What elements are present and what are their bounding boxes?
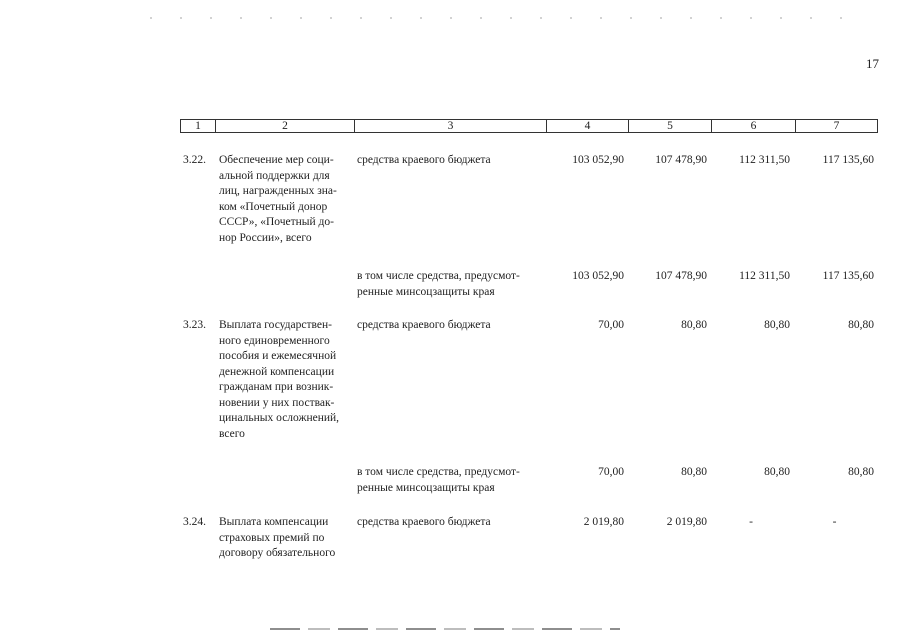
source-line: в том числе средства, предусмот-	[357, 270, 520, 282]
source-line: ренные минсоцзащиты края	[357, 481, 495, 494]
value-col-6: 112 311,50	[739, 270, 790, 282]
value-col-4: 2 019,80	[583, 516, 624, 528]
name-line: ного единовременного	[219, 334, 330, 347]
header-col-7: 7	[833, 120, 840, 132]
value-col-5: 107 478,90	[655, 270, 707, 282]
name-line: ком «Почетный донор	[219, 200, 328, 213]
name-line: Выплата государствен-	[219, 319, 332, 331]
name-line: Обеспечение мер соци-	[219, 154, 334, 166]
name-line: договору обязательного	[219, 547, 336, 559]
name-line: лиц, награжденных зна-	[219, 185, 337, 197]
scan-noise-top	[150, 17, 850, 19]
source-line: в том числе средства, предусмот-	[357, 466, 520, 478]
name-line: пособия и ежемесячной	[219, 350, 337, 362]
page-number: 17	[866, 56, 879, 71]
value-col-7: -	[832, 516, 837, 528]
name-line: СССР», «Почетный до-	[219, 216, 334, 228]
value-col-7: 117 135,60	[822, 154, 874, 166]
value-col-7: 80,80	[848, 466, 874, 478]
row-number: 3.22.	[183, 154, 206, 166]
header-col-1: 1	[181, 120, 216, 132]
value-col-6: 80,80	[764, 466, 790, 478]
value-col-6: 80,80	[764, 319, 790, 331]
row-name	[219, 515, 350, 562]
value-col-7: 117 135,60	[822, 270, 874, 282]
row-name	[219, 318, 350, 442]
header-col-2: 2	[216, 120, 355, 132]
header-col-6: 6	[712, 120, 796, 132]
header-col-5: 5	[629, 120, 712, 132]
name-line: цинальных осложнений,	[219, 412, 340, 424]
name-line: новении у них поствак-	[219, 396, 335, 409]
funding-source: средства краевого бюджета	[357, 319, 491, 331]
row-number: 3.24.	[183, 516, 206, 528]
value-col-4: 70,00	[598, 466, 624, 478]
name-line: Выплата компенсации	[219, 516, 329, 528]
scan-noise-bottom	[270, 628, 620, 630]
value-col-4: 103 052,90	[572, 154, 624, 166]
value-col-7: 80,80	[848, 319, 874, 331]
table-header-row	[180, 119, 878, 133]
name-line: денежной компенсации	[219, 365, 335, 378]
source-line: ренные минсоцзащиты края	[357, 285, 495, 298]
funding-source-sub	[357, 465, 543, 496]
row-number: 3.23.	[183, 319, 206, 331]
name-line: гражданам при возник-	[219, 381, 334, 393]
name-line: всего	[219, 427, 245, 440]
value-col-5: 107 478,90	[655, 154, 707, 166]
name-line: альной поддержки для	[219, 169, 330, 182]
funding-source: средства краевого бюджета	[357, 516, 491, 528]
value-col-6: 112 311,50	[739, 154, 790, 166]
value-col-5: 80,80	[681, 466, 707, 478]
funding-source-sub	[357, 269, 543, 300]
name-line: нор России», всего	[219, 231, 312, 244]
value-col-4: 103 052,90	[572, 270, 624, 282]
header-col-4: 4	[547, 120, 629, 132]
header-col-3: 3	[355, 120, 547, 132]
row-name	[219, 153, 350, 246]
value-col-6: -	[749, 516, 753, 528]
name-line: страховых премий по	[219, 531, 325, 544]
value-col-5: 2 019,80	[666, 516, 707, 528]
funding-source: средства краевого бюджета	[357, 154, 491, 166]
value-col-5: 80,80	[681, 319, 707, 331]
value-col-4: 70,00	[598, 319, 624, 331]
